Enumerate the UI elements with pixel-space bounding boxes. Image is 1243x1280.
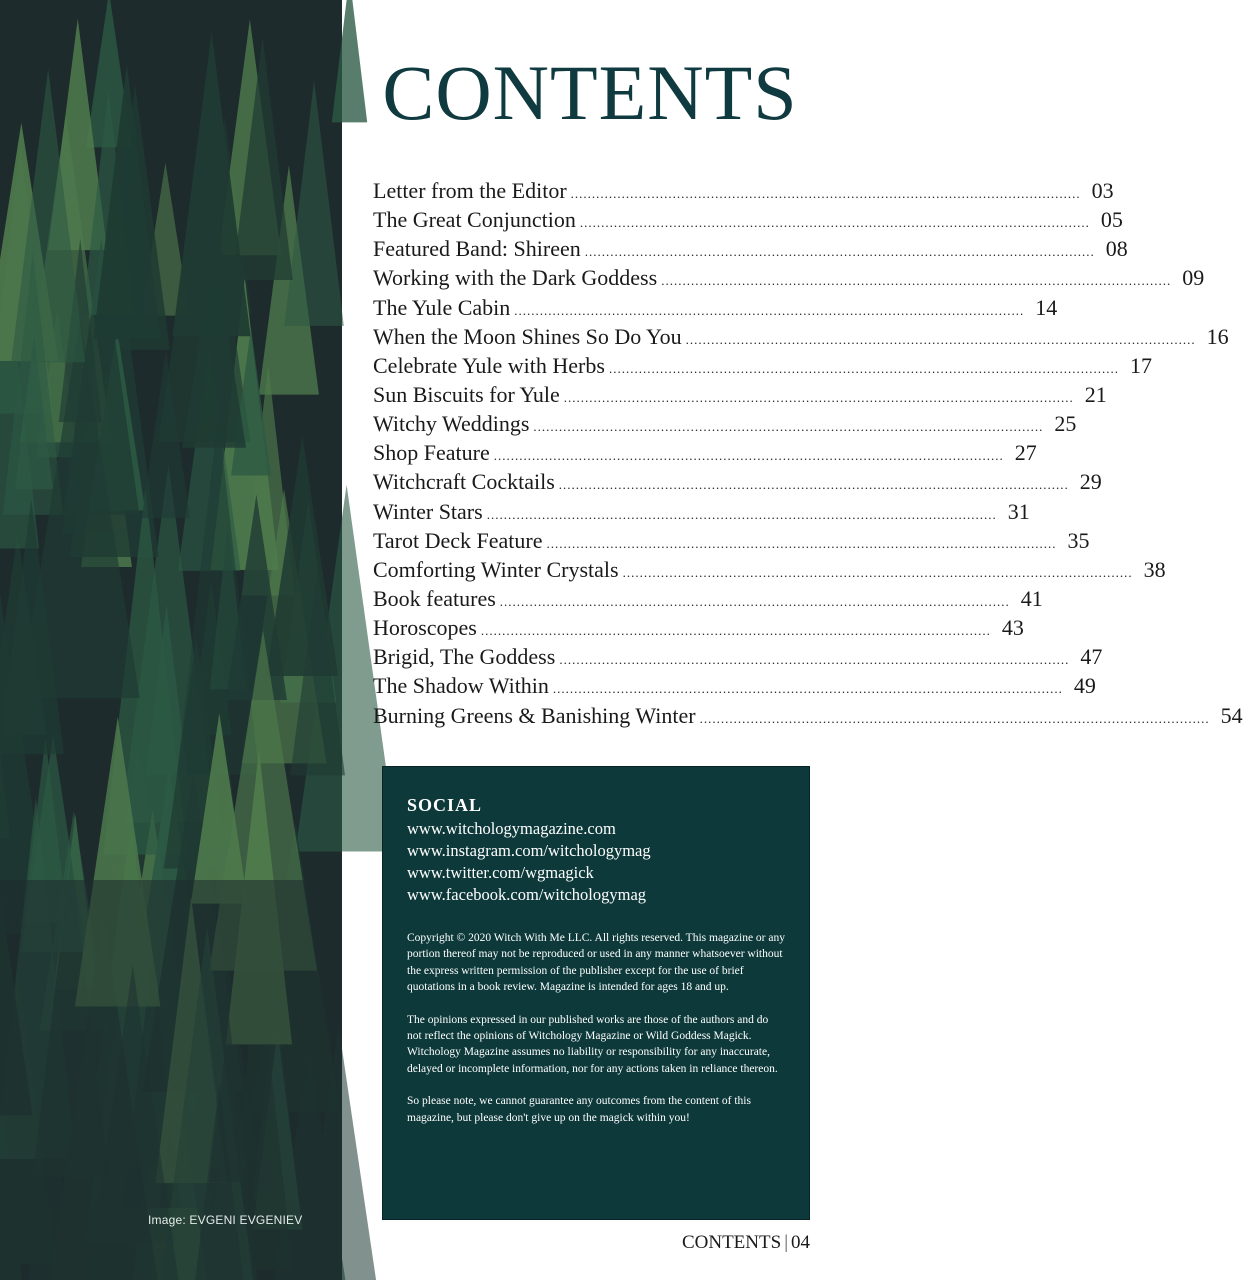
toc-entry-title: Sun Biscuits for Yule <box>373 381 560 407</box>
toc-entry-title: Comforting Winter Crystals <box>373 556 619 582</box>
toc-leader-dots: ........................................................................................................................ <box>558 477 1069 493</box>
page-footer <box>682 1232 810 1254</box>
toc-entry[interactable] <box>373 644 1103 673</box>
toc-entry-page: 38 <box>1143 556 1166 582</box>
toc-entry-title: Letter from the Editor <box>373 178 567 203</box>
social-box <box>382 766 810 1220</box>
outcome-note-text: So please note, we cannot guarantee any outcomes from the content of this magazine, but please don't give up on the magick within you! <box>407 1095 751 1124</box>
toc-entry-page: 21 <box>1084 381 1107 407</box>
toc-entry[interactable] <box>373 352 1152 382</box>
toc-entry[interactable] <box>373 556 1166 586</box>
table-of-contents <box>373 178 1243 732</box>
toc-entry-title: The Great Conjunction <box>373 207 576 233</box>
toc-leader-dots: ........................................................................................................................ <box>480 623 991 639</box>
toc-entry[interactable] <box>373 673 1096 702</box>
toc-leader-dots: ........................................................................................................................ <box>514 302 1025 318</box>
toc-entry-title: Book features <box>373 585 496 611</box>
toc-entry-title: Tarot Deck Feature <box>373 527 543 553</box>
forest-illustration <box>0 0 342 1280</box>
toc-leader-dots: ........................................................................................................................ <box>499 593 1010 609</box>
toc-entry-page: 27 <box>1014 440 1037 466</box>
toc-entry[interactable] <box>373 615 1024 644</box>
toc-leader-dots: ........................................................................................................................ <box>699 710 1210 726</box>
toc-entry[interactable] <box>373 294 1058 324</box>
toc-entry-title: Shop Feature <box>373 440 490 466</box>
toc-leader-dots: ........................................................................................................................ <box>661 273 1172 289</box>
toc-entry-title: Horoscopes <box>373 615 477 641</box>
footer-page-number: 04 <box>791 1232 810 1253</box>
toc-leader-dots: ........................................................................................................................ <box>570 186 1081 201</box>
toc-entry-title: Celebrate Yule with Herbs <box>373 352 605 378</box>
toc-leader-dots: ........................................................................................................................ <box>584 244 1095 260</box>
toc-entry-title: The Shadow Within <box>373 673 549 699</box>
toc-entry-page: 29 <box>1079 469 1102 495</box>
footer-section: CONTENTS <box>681 1232 782 1253</box>
toc-entry-page: 43 <box>1001 615 1024 641</box>
toc-entry[interactable] <box>373 411 1077 440</box>
toc-leader-dots: ........................................................................................................................ <box>685 331 1196 347</box>
website-link[interactable]: www.witchologymagazine.com <box>407 819 616 838</box>
facebook-link[interactable]: www.facebook.com/witchologymag <box>407 885 647 904</box>
toc-entry-page: 05 <box>1100 207 1123 233</box>
toc-leader-dots: ........................................................................................................................ <box>546 535 1057 551</box>
toc-entry[interactable] <box>373 323 1229 353</box>
toc-entry-page: 54 <box>1220 702 1243 728</box>
toc-leader-dots: ........................................................................................................................ <box>563 389 1074 405</box>
toc-entry-title: Burning Greens & Banishing Winter <box>373 702 696 728</box>
disclaimer-text: The opinions expressed in our published works are those of the authors and do not reflect the opinions of Witchology Magazine or Wild Goddess Magick. Witchology Magazine assumes no liability or responsibility for any inaccurate, delayed or incomplete information, nor for any actions taken in reliance thereon. <box>407 1013 778 1075</box>
toc-entry[interactable] <box>373 469 1102 498</box>
social-heading: SOCIAL <box>407 795 483 815</box>
copyright-text: Copyright © 2020 Witch With Me LLC. All rights reserved. This magazine or any portion thereof may not be reproduced or used in any manner whatsoever without the express written permission of the publisher except for the use of brief quotations in a book review. Magazine is intended for ages 18 and up. <box>407 932 785 994</box>
toc-leader-dots: ........................................................................................................................ <box>533 419 1044 435</box>
toc-entry-title: Winter Stars <box>373 498 483 524</box>
toc-entry-title: Witchy Weddings <box>373 411 530 437</box>
toc-entry-title: Working with the Dark Goddess <box>373 265 658 291</box>
toc-entry-page: 14 <box>1035 294 1058 320</box>
toc-entry-page: 47 <box>1080 644 1103 670</box>
toc-entry[interactable] <box>373 585 1043 615</box>
photo-credit: Image: EVGENI EVGENIEV <box>148 1213 303 1227</box>
footer-separator: | <box>784 1232 788 1253</box>
toc-leader-dots: ........................................................................................................................ <box>486 506 997 522</box>
legal-notice <box>407 930 785 1126</box>
toc-entry-page: 09 <box>1182 265 1205 291</box>
toc-leader-dots: ........................................................................................................................ <box>552 681 1063 697</box>
toc-entry-title: Witchcraft Cocktails <box>373 469 555 495</box>
toc-leader-dots: ........................................................................................................................ <box>559 652 1070 668</box>
twitter-link[interactable]: www.twitter.com/wgmagick <box>407 863 594 882</box>
toc-entry[interactable] <box>373 440 1037 469</box>
toc-entry[interactable] <box>373 178 1114 207</box>
toc-entry[interactable] <box>373 498 1030 528</box>
toc-entry-page: 35 <box>1067 527 1090 553</box>
toc-entry-title: Brigid, The Goddess <box>373 644 556 670</box>
toc-leader-dots: ........................................................................................................................ <box>622 564 1133 580</box>
toc-entry-title: The Yule Cabin <box>373 294 511 320</box>
toc-leader-dots: ........................................................................................................................ <box>608 360 1119 376</box>
toc-entry[interactable] <box>373 381 1107 411</box>
toc-leader-dots: ........................................................................................................................ <box>579 215 1090 231</box>
toc-entry[interactable] <box>373 207 1123 236</box>
toc-entry-page: 25 <box>1054 411 1077 437</box>
toc-entry-title: Featured Band: Shireen <box>373 236 581 262</box>
toc-entry-page: 08 <box>1105 236 1128 262</box>
toc-entry[interactable] <box>373 702 1243 732</box>
toc-entry[interactable] <box>373 236 1128 265</box>
toc-entry-page: 16 <box>1206 323 1229 349</box>
toc-entry-page: 03 <box>1091 178 1114 203</box>
toc-entry-page: 49 <box>1073 673 1096 699</box>
toc-entry-page: 17 <box>1129 352 1152 378</box>
page-title: CONTENTS <box>382 49 798 136</box>
toc-entry-page: 41 <box>1020 585 1043 611</box>
toc-entry-title: When the Moon Shines So Do You <box>373 323 682 349</box>
forest-photo <box>0 0 342 1280</box>
toc-leader-dots: ........................................................................................................................ <box>493 448 1004 464</box>
toc-entry[interactable] <box>373 527 1090 557</box>
instagram-link[interactable]: www.instagram.com/witchologymag <box>407 841 651 860</box>
toc-entry-page: 31 <box>1007 498 1030 524</box>
toc-entry[interactable] <box>373 265 1205 294</box>
